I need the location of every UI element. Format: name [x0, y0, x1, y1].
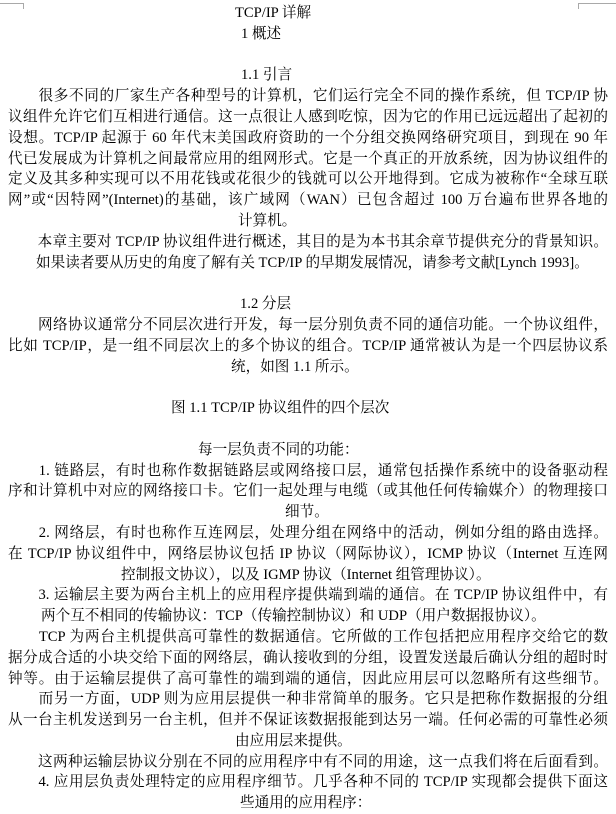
blank-line: [8, 273, 608, 294]
paragraph-line: 定义及其多种实现可以不用花钱或花很少的钱就可以公开地得到。它成为被称作“全球互联: [8, 171, 608, 188]
paragraph-line: 据分成合适的小块交给下面的网络层，确认接收到的分组，设置发送最后确认分组的超时时: [8, 649, 608, 666]
paragraph-line: 议组件允许它们互相进行通信。这一点很让人感到吃惊，因为它的作用已远远超出了起初的: [8, 108, 608, 125]
paragraph-line: TCP 为两台主机提供高可靠性的数据通信。它所做的工作包括把应用程序交给它的数: [8, 628, 608, 645]
paragraph-line: 代已发展成为计算机之间最常应用的组网形式。它是一个真正的开放系统，因为协议组件的: [8, 150, 608, 167]
paragraph-last-line: 控制报文协议），以及 IGMP 协议（Internet 组管理协议）。: [121, 566, 491, 583]
paragraph-line: 这两种运输层协议分别在不同的应用程序中有不同的用途，这一点我们将在后面看到。: [8, 753, 608, 770]
paragraph-line: 每一层负责不同的功能：: [198, 441, 359, 458]
paragraph-last-line: 如果读者要从历史的角度了解有关 TCP/IP 的早期发展情况，请参考文献[Lynch 1993]。: [36, 254, 589, 271]
paragraph-last-line: 些通用的应用程序：: [240, 795, 372, 812]
paragraph-last-line: 计算机。: [238, 212, 297, 229]
chapter-heading: 1 概述: [241, 25, 282, 42]
blank-line: [8, 45, 608, 66]
figure-caption: 图 1.1 TCP/IP 协议组件的四个层次: [171, 400, 390, 417]
paragraph-last-line: 细节。: [285, 504, 329, 521]
paragraph-line: 而另一方面，UDP 则为应用层提供一种非常简单的服务。它只是把称作数据报的分组: [8, 691, 608, 708]
paragraph-line: 本章主要对 TCP/IP 协议组件进行概述，其目的是为本书其余章节提供充分的背景知识。: [8, 233, 608, 250]
paragraph-last-line: 统，如图 1.1 所示。: [231, 358, 359, 375]
list-item-line: 3. 运输层主要为两台主机上的应用程序提供端到端的通信。在 TCP/IP 协议组件中，有: [8, 587, 608, 604]
blank-line: [8, 419, 608, 440]
paragraph-last-line: 两个互不相同的传输协议：TCP（传输控制协议）和 UDP（用户数据报协议）。: [41, 608, 546, 625]
doc-title: TCP/IP 详解: [235, 5, 312, 21]
list-item-line: 2. 网络层，有时也称作互连网层，处理分组在网络中的活动，例如分组的路由选择。: [8, 524, 608, 541]
paragraph-line: 很多不同的厂家生产各种型号的计算机，它们运行完全不同的操作系统，但 TCP/IP 协: [8, 88, 608, 105]
list-item-line: 1. 链路层，有时也称作数据链路层或网络接口层，通常包括操作系统中的设备驱动程: [8, 462, 608, 479]
paragraph-line: 比如 TCP/IP，是一组不同层次上的多个协议的组合。TCP/IP 通常被认为是一个四层协议系: [8, 337, 608, 354]
list-item-line: 在 TCP/IP 协议组件中，网络层协议包括 IP 协议（网际协议），ICMP 协议（Internet 互连网: [8, 545, 608, 562]
list-item-line: 序和计算机中对应的网络接口卡。它们一起处理与电缆（或其他任何传输媒介）的物理接口: [8, 483, 608, 500]
paragraph-line: 设想。TCP/IP 起源于 60 年代末美国政府资助的一个分组交换网络研究项目，到现在 90 年: [8, 129, 608, 146]
section-heading: 1.2 分层: [240, 296, 292, 313]
paragraph-line: 网络协议通常分不同层次进行开发，每一层分别负责不同的通信功能。一个协议组件，: [8, 316, 608, 333]
list-item-line: 4. 应用层负责处理特定的应用程序细节。几乎各种不同的 TCP/IP 实现都会提供下面这: [8, 774, 608, 791]
paragraph-line: 网”或“因特网”(Internet)的基础，该广域网（WAN）已包含超过 100 万台遍布世界各地的: [8, 192, 608, 209]
blank-line: [8, 377, 608, 398]
paragraph-line: 从一台主机发送到另一台主机，但并不保证该数据报能到达另一端。任何必需的可靠性必须: [8, 712, 608, 729]
document-body: [8, 3, 608, 814]
paragraph-last-line: 由应用层来提供。: [235, 732, 352, 749]
section-heading: 1.1 引言: [241, 67, 293, 84]
paragraph-line: 钟等。由于运输层提供了高可靠性的端到端的通信，因此应用层可以忽略所有这些细节。: [8, 670, 608, 687]
